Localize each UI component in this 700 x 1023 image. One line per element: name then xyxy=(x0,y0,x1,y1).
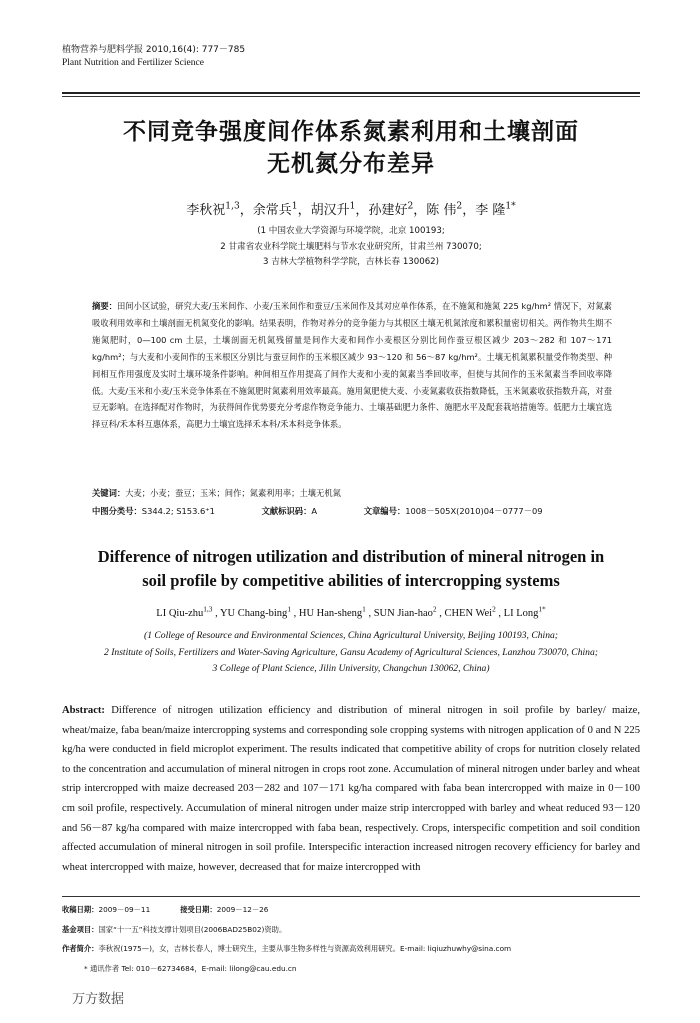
affiliations-cn xyxy=(62,224,640,271)
author-name: HU Han-sheng xyxy=(298,608,363,619)
footnote-fund xyxy=(62,920,640,940)
author-affiliation-mark: 1 xyxy=(362,604,366,614)
author-name: CHEN Wei xyxy=(444,608,493,619)
title-en-line2: soil profile by competitive abilities of intercropping systems xyxy=(142,571,560,590)
title-cn-line2: 无机氮分布差异 xyxy=(267,151,435,177)
title-en xyxy=(62,545,640,593)
author-affiliation-mark: 1 xyxy=(287,604,291,614)
author-name: YU Chang-bing xyxy=(219,608,288,619)
abstract-cn xyxy=(92,298,612,433)
author-affiliation-mark: 1,3 xyxy=(203,604,213,614)
fund-value: 国家“十一五”科技支撑计划项目(2006BAD25B02)资助。 xyxy=(98,924,287,934)
author-name: 余常兵 xyxy=(252,203,292,218)
author-affiliation-mark: 1* xyxy=(505,201,516,212)
author-affiliation-mark: 2 xyxy=(492,604,496,614)
footnote-dates xyxy=(62,900,640,920)
author-affiliation-mark: 1 xyxy=(291,201,298,212)
authors-cn: 李秋祝$^{1,3}$，余常兵$^1$，胡汉升$^1$，孙建好$^2$，陈 伟$^2$，李 隆$^{1*}$ xyxy=(186,201,516,218)
header-rule-thin xyxy=(62,96,640,97)
author-name: 陈 伟 xyxy=(426,203,457,218)
article-number-label: 文章编号： xyxy=(363,506,406,516)
clc-value: S344.2; S153.6⁺1 xyxy=(141,506,215,516)
affiliations-en xyxy=(62,628,640,678)
author-bio-label: 作者简介： xyxy=(62,944,99,953)
author-affiliation-mark: 1,3 xyxy=(225,201,240,212)
affiliation-cn-3: 3 吉林大学植物科学学院，吉林长春 130062) xyxy=(263,257,439,267)
abstract-en xyxy=(62,701,640,877)
title-en-line1: Difference of nitrogen utilization and distribution of mineral nitrogen in xyxy=(97,547,605,566)
doc-code-value: A xyxy=(311,506,318,516)
author-name: 李 隆 xyxy=(475,203,506,218)
authors-en: LI Qiu-zhu$^{1,3}$ , YU Chang-bing$^1$ , HU Han-sheng$^1$ , SUN Jian-hao$^2$ , CHEN Wei$^2$ , LI Long$^{1*}$ xyxy=(156,604,546,619)
affiliation-cn-2: 2 甘肃省农业科学院土壤肥料与节水农业研究所，甘肃兰州 730070; xyxy=(220,241,482,252)
affiliation-cn-1: (1 中国农业大学资源与环境学院，北京 100193; xyxy=(257,226,445,236)
footnotes xyxy=(62,900,640,978)
author-name: 胡汉升 xyxy=(310,203,350,218)
fund-label: 基金项目： xyxy=(62,924,99,934)
author-affiliation-mark: 1* xyxy=(538,604,546,614)
abstract-cn-label: 摘要： xyxy=(92,301,117,311)
author-name: LI Qiu-zhu xyxy=(156,608,204,619)
author-affiliation-mark: 2 xyxy=(432,604,437,614)
author-name: LI Long xyxy=(503,608,539,619)
received-label: 收稿日期： xyxy=(62,905,99,914)
title-cn-line1: 不同竞争强度间作体系氮素利用和土壤剖面 xyxy=(123,119,579,145)
footnote-rule xyxy=(62,896,640,897)
author-name: SUN Jian-hao xyxy=(373,608,433,619)
accepted-label: 接受日期： xyxy=(180,905,217,914)
keywords-cn-text: 大麦；小麦；蚕豆；玉米；间作；氮素利用率；土壤无机氮 xyxy=(125,488,341,498)
author-name: 孙建好 xyxy=(368,203,408,218)
author-affiliation-mark: 1 xyxy=(349,201,356,212)
accepted-date: 2009－12－26 xyxy=(216,905,269,914)
author-affiliation-mark: 2 xyxy=(456,201,463,212)
journal-name-en: Plant Nutrition and Fertilizer Science xyxy=(62,58,204,68)
keywords-cn-label: 关键词： xyxy=(92,488,126,498)
clc-label: 中图分类号： xyxy=(92,506,142,516)
title-cn xyxy=(62,116,640,180)
doc-code-label: 文献标识码： xyxy=(261,506,312,516)
author-name: 李秋祝 xyxy=(186,203,226,218)
affiliation-en-2: 2 Institute of Soils, Fertilizers and Water-Saving Agriculture, Gansu Academy of Agricultural Sciences, Lanzhou 730070, China; xyxy=(104,646,598,658)
keywords-cn xyxy=(92,485,612,501)
journal-header xyxy=(62,44,245,70)
journal-citation: 植物营养与肥料学报 2010,16(4): 777－785 xyxy=(62,45,246,55)
abstract-en-label: Abstract: xyxy=(62,705,105,716)
received-date: 2009－09－11 xyxy=(98,905,151,914)
abstract-en-text: Difference of nitrogen utilization efficiency and distribution of mineral nitrogen in soil profile by barley/ maize, wheat/maize, faba bean/maize intercropping systems and corresponding sole cropping systems with nitrogen application of 0 and N 225 kg/ha were conducted in field microplot experiment. The results indicated that competitive ability of crops for nutrition closely related to the concentration and accumulation of mineral nitrogen in crops root zone. Accumulation of mineral nitrogen under barley and wheat strip intercropped with maize decreased 203－282 and 107－171 kg/ha compared with faba bean intercropped with maize in 0－100 cm soil profile, respectively. Accumulation of mineral nitrogen under maize strip intercropped with barley and wheat reduced 93－120 and 56－87 kg/ha compared with maize intercropped with faba bean, respectively. Crops, interspecific competition and soil condition affected accumulation of mineral nitrogen in soil profile. Interspecific interaction increased nitrogen recovery efficiency for barley and wheat intercropped with maize, however, decreased that for maize intercropped with xyxy=(62,705,640,873)
article-number-value: 1008－505X(2010)04－0777－09 xyxy=(405,506,543,516)
author-bio-value: 李秋祝(1975—)，女，吉林长春人，博士研究生，主要从事生物多样性与资源高效利用研究。E-mail: liqiuzhuwhy@sina.com xyxy=(98,944,512,953)
author-affiliation-mark: 2 xyxy=(407,201,414,212)
header-rule-thick xyxy=(62,92,640,94)
watermark: 万方数据 xyxy=(72,992,125,1007)
footnote-corresponding: * 通讯作者 Tel: 010－62734684，E-mail: lilong@cau.edu.cn xyxy=(84,963,297,973)
abstract-cn-text: 田间小区试验，研究大麦/玉米间作、小麦/玉米间作和蚕豆/玉米间作及其对应单作体系，在不施氮和施氮 225 kg/hm² 情况下，对氮素吸收利用效率和土壤剖面无机氮变化的影响。结果表明，作物对养分的竞争能力与其根区土壤无机氮浓度和累积量密切相关。两作物共生期不施氮肥时，0—100 cm 土层，土壤剖面无机氮残留量是间作大麦和间作小麦根区分别比间作蚕豆根区减少 203～282 和 107～171 kg/hm²；与大麦和小麦间作的玉米根区分别比与蚕豆间作的玉米根区减少 93～120 和 56～87 kg/hm²。土壤无机氮累积量受作物类型、种间相互作用强度及实时土壤环境条件影响。种间相互作用提高了间作大麦和小麦的氮素当季回收率，但使与其间作的玉米氮素当季回收率降低。大麦/玉米和小麦/玉米竞争体系在不施氮肥时氮素利用效率最高。施用氮肥使大麦、小麦氮素收获指数降低，玉米氮素收获指数升高，对蚕豆无影响。在选择配对作物时，为获得间作优势要充分考虑作物竞争能力、土壤基础肥力条件、施肥水平及配套栽培措施等。低肥力土壤宜选择豆科/禾本科互惠体系，高肥力土壤宜选择禾本科/禾本科竞争体系。 xyxy=(92,301,613,430)
affiliation-en-1: (1 College of Resource and Environmental Sciences, China Agricultural University, Beijing 100193, China; xyxy=(144,630,558,641)
affiliation-en-3: 3 College of Plant Science, Jilin University, Changchun 130062, China) xyxy=(212,663,490,674)
footnote-author xyxy=(62,939,640,959)
classification-line xyxy=(92,503,612,519)
